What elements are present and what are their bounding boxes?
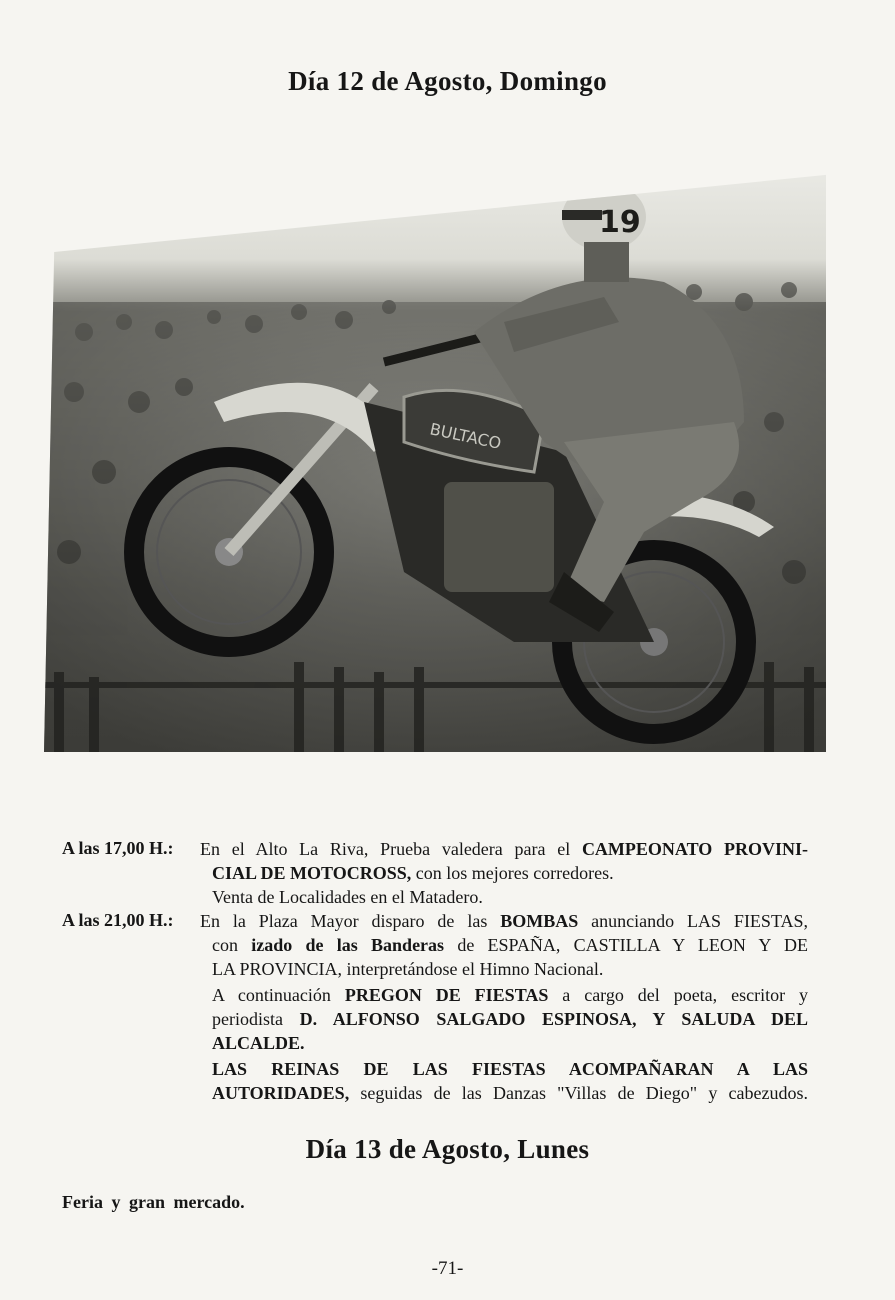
- entry2-line2: [212, 934, 808, 956]
- entry2-line1: [200, 910, 808, 932]
- time-label-1700: A las 17,00 H.:: [62, 838, 174, 858]
- entry2-line6: ALCALDE.: [212, 1033, 305, 1053]
- time-label-2100: A las 21,00 H.:: [62, 910, 174, 930]
- entry2-text-4a: A continuación: [212, 985, 331, 1005]
- entry2-text-5a: periodista: [212, 1009, 283, 1029]
- fair-note: Feria y gran mercado.: [62, 1192, 245, 1212]
- entry2-bold-2b: izado de las Banderas: [251, 935, 445, 955]
- entry2-bold-5b: D. ALFONSO SALGADO ESPINOSA, Y SALUDA DEL: [299, 1009, 808, 1029]
- entry2-text-4c: a cargo del poeta, escritor y: [562, 985, 808, 1005]
- svg-text:19: 19: [599, 205, 641, 240]
- entry2-line4: [212, 984, 808, 1006]
- entry2-bold-4b: PREGON DE FIESTAS: [344, 985, 549, 1005]
- day-heading-monday: Día 13 de Agosto, Lunes: [305, 1134, 590, 1164]
- entry2-bold-1b: BOMBAS: [500, 911, 579, 931]
- page-number: -71-: [431, 1258, 464, 1279]
- entry2-line3: LA PROVINCIA, interpretándose el Himno Nacional.: [212, 959, 604, 979]
- entry1-bold: CAMPEONATO PROVINI-: [581, 839, 808, 859]
- svg-text:BULTACO: BULTACO: [428, 419, 503, 453]
- entry1-line1: [200, 838, 808, 860]
- entry2-line7: LAS REINAS DE LAS FIESTAS ACOMPAÑARAN A LAS: [212, 1059, 808, 1079]
- entry1-line3: Venta de Localidades en el Matadero.: [212, 887, 483, 907]
- entry2-text-1a: En la Plaza Mayor disparo de las: [200, 911, 488, 931]
- entry1-text: En el Alto La Riva, Prueba valedera para el: [200, 839, 571, 859]
- day-heading-sunday: Día 12 de Agosto, Domingo: [288, 66, 607, 96]
- entry2-line5: [212, 1008, 808, 1030]
- entry2-line8: [212, 1082, 808, 1104]
- entry2-text-1c: anunciando LAS FIESTAS,: [591, 911, 809, 931]
- entry2-text-2a: con: [212, 935, 238, 955]
- entry2-text-8b: seguidas de las Danzas "Villas de Diego" y cabezudos.: [360, 1083, 808, 1103]
- entry1-text-2: con los mejores corredores.: [415, 863, 614, 883]
- entry1-line2: [212, 862, 614, 884]
- entry1-bold-2: CIAL DE MOTOCROSS,: [212, 863, 412, 883]
- entry2-text-2c: de ESPAÑA, CASTILLA Y LEON Y DE: [457, 935, 808, 955]
- motocross-photo: [44, 172, 826, 752]
- entry2-bold-8a: AUTORIDADES,: [212, 1083, 350, 1103]
